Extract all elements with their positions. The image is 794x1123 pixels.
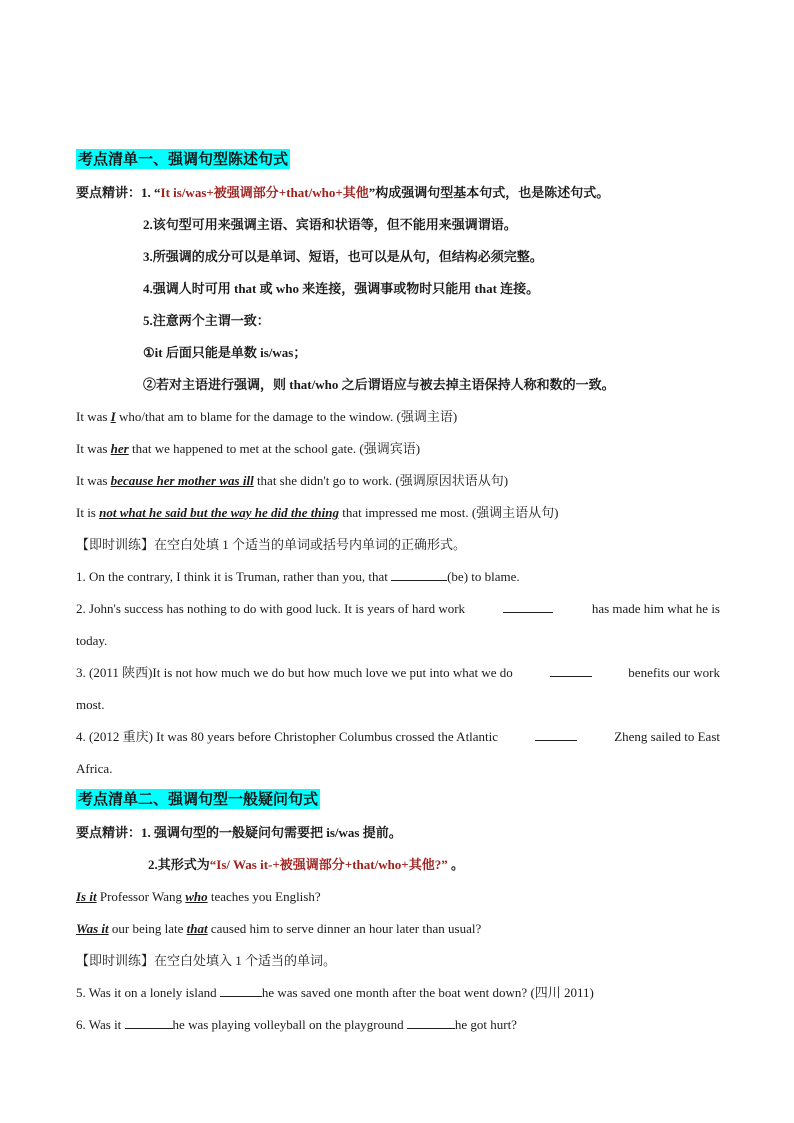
answer-blank[interactable] <box>220 984 262 997</box>
example-s2-2: Was it our being late that caused him to serve dinner an hour later than usual? <box>76 921 482 936</box>
key-point-5: 5.注意两个主谓一致： <box>143 313 270 328</box>
key-point-1: 要点精讲：1. “It is/was+被强调部分+that/who+其他”构成强调句型基本句式，也是陈述句式。 <box>76 185 610 200</box>
question-1: 1. On the contrary, I think it is Truman, rather than you, that (be) to blame. <box>76 569 520 584</box>
question-2-cont: today. <box>76 633 108 648</box>
key-point-5-1: ①it 后面只能是单数 is/was； <box>143 345 307 360</box>
answer-blank[interactable] <box>550 664 592 677</box>
key-point-s2-1: 要点精讲：1. 强调句型的一般疑问句需要把 is/was 提前。 <box>76 825 402 840</box>
formula-statement: It is/was+被强调部分+that/who+其他 <box>160 185 369 200</box>
question-3: 3. (2011 陕西)It is not how much we do but how much love we put into what we do benefits our work <box>76 665 720 680</box>
key-point-5-2: ②若对主语进行强调，则 that/who 之后谓语应与被去掉主语保持人称和数的一致。 <box>143 377 615 392</box>
key-point-2: 2.该句型可用来强调主语、宾语和状语等，但不能用来强调谓语。 <box>143 217 517 232</box>
question-4-cont: Africa. <box>76 761 113 776</box>
key-point-3: 3.所强调的成分可以是单词、短语，也可以是从句，但结构必须完整。 <box>143 249 543 264</box>
practice-instruction-1: 【即时训练】在空白处填 1 个适当的单词或括号内单词的正确形式。 <box>76 537 467 552</box>
key-point-s2-2: 2.其形式为“Is/ Was it-+被强调部分+that/who+其他?” 。 <box>148 857 464 872</box>
section-1-heading: 考点清单一、强调句型陈述句式 <box>78 150 289 168</box>
key-point-4: 4.强调人时可用 that 或 who 来连接，强调事或物时只能用 that 连接。 <box>143 281 540 296</box>
answer-blank[interactable] <box>407 1016 455 1029</box>
question-4: 4. (2012 重庆) It was 80 years before Christopher Columbus crossed the Atlantic Zheng sailed to East <box>76 729 720 744</box>
question-3-cont: most. <box>76 697 105 712</box>
example-2: It was her that we happened to met at the school gate. (强调宾语) <box>76 441 421 456</box>
answer-blank[interactable] <box>503 600 553 613</box>
example-3: It was because her mother was ill that she didn't go to work. (强调原因状语从句) <box>76 473 509 488</box>
section-2-heading: 考点清单二、强调句型一般疑问句式 <box>78 790 319 808</box>
practice-instruction-2: 【即时训练】在空白处填入 1 个适当的单词。 <box>76 953 337 968</box>
example-1: It was I who/that am to blame for the damage to the window. (强调主语) <box>76 409 458 424</box>
question-2: 2. John's success has nothing to do with good luck. It is years of hard work has made him what he is <box>76 601 720 616</box>
answer-blank[interactable] <box>125 1016 173 1029</box>
answer-blank[interactable] <box>391 568 447 581</box>
question-5: 5. Was it on a lonely island he was saved one month after the boat went down? (四川 2011) <box>76 985 594 1000</box>
question-6: 6. Was it he was playing volleyball on the playground he got hurt? <box>76 1017 517 1032</box>
answer-blank[interactable] <box>535 728 577 741</box>
example-s2-1: Is it Professor Wang who teaches you English? <box>76 889 321 904</box>
example-4: It is not what he said but the way he did the thing that impressed me most. (强调主语从句) <box>76 505 559 520</box>
formula-question: “Is/ Was it-+被强调部分+that/who+其他?” <box>209 857 448 872</box>
